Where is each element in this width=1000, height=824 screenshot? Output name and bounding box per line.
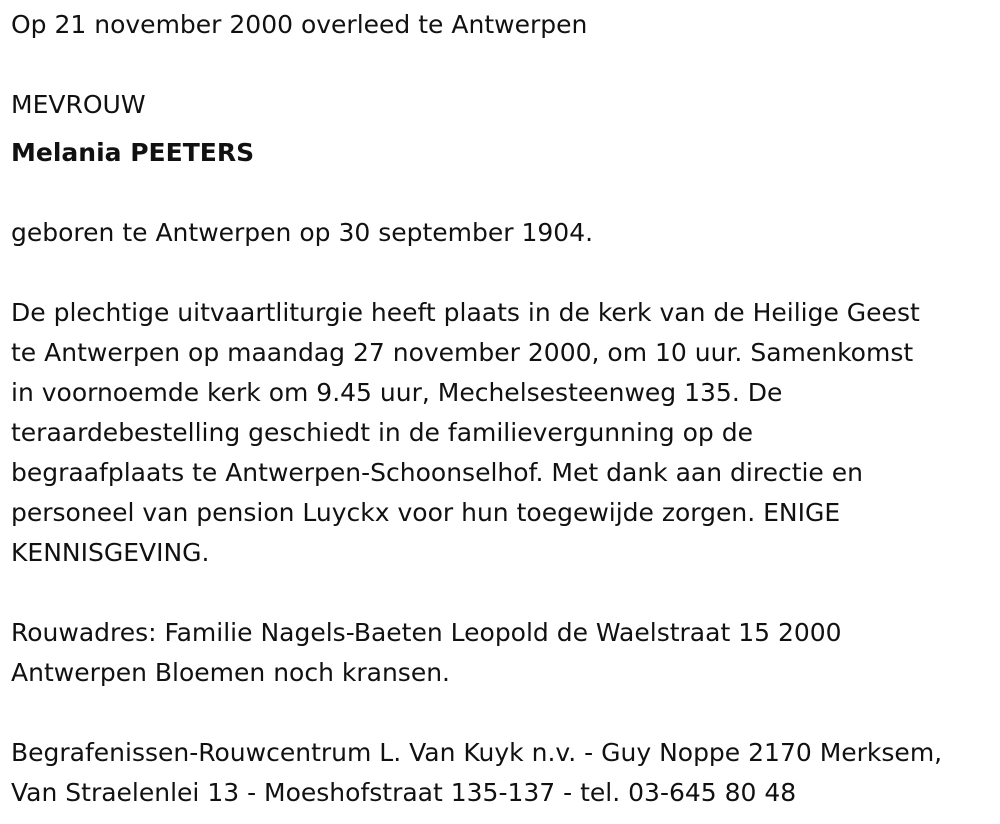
ceremony-line: in voornoemde kerk om 9.45 uur, Mechelsesteenweg 135. De [11, 378, 783, 407]
death-intro: Op 21 november 2000 overleed te Antwerpen [11, 10, 588, 39]
ceremony-paragraph [11, 293, 995, 573]
honorific-title: MEVROUW [11, 90, 146, 119]
address-line: Rouwadres: Familie Nagels-Baeten Leopold de Waelstraat 15 2000 [11, 618, 842, 647]
address-line: Antwerpen Bloemen noch kransen. [11, 658, 450, 687]
funeral-home-line: Van Straelenlei 13 - Moeshofstraat 135-137 - tel. 03-645 80 48 [11, 778, 797, 807]
ceremony-line: teraardebestelling geschiedt in de familievergunning op de [11, 418, 753, 447]
funeral-home-details [11, 733, 995, 813]
ceremony-line: personeel van pension Luyckx voor hun toegewijde zorgen. ENIGE [11, 498, 841, 527]
funeral-home-line: Begrafenissen-Rouwcentrum L. Van Kuyk n.v. - Guy Noppe 2170 Merksem, [11, 738, 943, 767]
ceremony-line: te Antwerpen op maandag 27 november 2000, om 10 uur. Samenkomst [11, 338, 914, 367]
deceased-name: Melania PEETERS [11, 138, 255, 167]
ceremony-line: KENNISGEVING. [11, 538, 210, 567]
birth-details: geboren te Antwerpen op 30 september 1904. [11, 218, 594, 247]
ceremony-line: begraafplaats te Antwerpen-Schoonselhof. Met dank aan directie en [11, 458, 863, 487]
ceremony-line: De plechtige uitvaartliturgie heeft plaats in de kerk van de Heilige Geest [11, 298, 920, 327]
obituary-notice [11, 5, 995, 813]
mourning-address [11, 613, 995, 693]
